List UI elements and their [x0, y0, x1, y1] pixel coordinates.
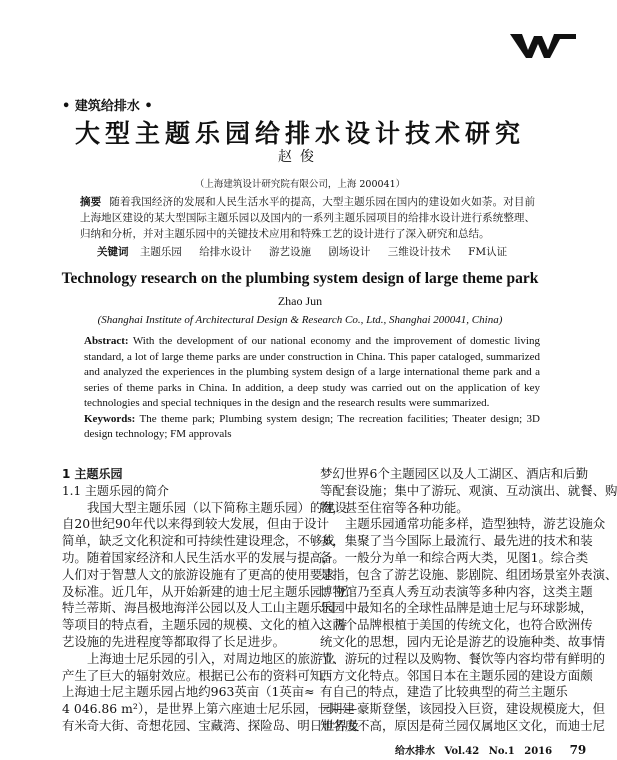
english-affiliation: (Shanghai Institute of Architectural Design & Research Co., Ltd., Shanghai 200041, China)	[97, 314, 503, 326]
text-line: 人们对于智慧人文的旅游设施有了更高的使用要求	[62, 566, 335, 582]
text-line: 是指，包含了游艺设施、影剧院、组团场景室外表演、	[320, 566, 617, 582]
text-line: 有米奇大街、奇想花园、宝藏湾、探险岛、明日世界及	[62, 717, 360, 733]
text-line: 我国大型主题乐园（以下简称主题乐园）的建设	[87, 499, 348, 515]
page-number: 79	[569, 743, 587, 757]
text-line: 园——豪斯登堡，该园投入巨资，建设规模庞大，但	[320, 701, 605, 717]
text-line: 乐园中最知名的全球性品牌是迪士尼与环球影城，	[320, 600, 593, 616]
english-abstract	[66, 334, 540, 443]
text-line: 多，集聚了当今国际上最流行、最先进的技术和装	[320, 533, 593, 549]
body-right-column	[320, 466, 617, 735]
keywords-label: 关键词	[97, 246, 129, 258]
text-line: 上海迪士尼主题乐园占地约963英亩（1英亩≈	[62, 684, 315, 700]
text-line: 等项目的特点看，主题乐园的规模、文化的植入、游	[62, 617, 347, 633]
text-line: 梦幻世界6个主题园区以及人工湖区、酒店和后勤	[320, 466, 589, 481]
body-left-column	[62, 466, 360, 735]
section-heading: 1 主题乐园	[62, 467, 123, 481]
journal-name: 给水排水	[395, 746, 435, 757]
keywords-label: Keywords:	[84, 412, 136, 425]
chinese-abstract-block	[80, 194, 535, 260]
keyword: 剧场设计	[328, 246, 371, 258]
text-line: 备。一般分为单一和综合两大类，见图1。综合类	[320, 549, 589, 565]
keyword: FM认证	[468, 246, 508, 258]
text-line: 节、游玩的过程以及购物、餐饮等内容均带有鲜明的	[320, 650, 605, 666]
text-line: 博物馆乃至真人秀互动表演等多种内容，这类主题	[320, 583, 593, 599]
chinese-affiliation: （上海建筑设计研究院有限公司，上海 200041）	[194, 179, 406, 190]
chinese-keywords	[80, 244, 535, 260]
keyword: 给排水设计	[199, 246, 252, 258]
text-line: 西方文化特点。邻国日本在主题乐园的建设方面颇	[320, 667, 593, 683]
text-line: 等配套设施；集中了游玩、观演、互动演出、就餐、购	[320, 482, 617, 498]
section-tag: • 建筑给排水 •	[62, 99, 153, 114]
text-line: 主题乐园通常功能多样，造型独特，游艺设施众	[345, 516, 606, 532]
text-line: 自20世纪90年代以来得到较大发展，但由于设计	[62, 516, 329, 532]
journal-logo-icon	[508, 30, 578, 60]
issue-number: No.1	[488, 746, 515, 757]
text-line: 产生了巨大的辐射效应。根据已公布的资料可知，	[62, 667, 335, 683]
text-line: 统文化的思想，园内无论是游艺的设施种类、故事情	[320, 633, 605, 649]
text-line: 艺设施的先进程度等都取得了长足进步。	[62, 633, 286, 649]
volume: Vol.42	[444, 746, 480, 757]
keyword: 主题乐园	[139, 246, 182, 258]
text-line: 及标准。近几年，从开始新建的迪士尼主题乐园、亚	[62, 583, 347, 599]
english-author: Zhao Jun	[277, 294, 323, 308]
abstract-text: 随着我国经济的发展和人民生活水平的提高，大型主题乐园在国内的建设如火如荼。对目前上海地区建设的某大型国际主题乐园以及国内的一系列主题乐园项目的给排水设计进行系统整理、归纳和分析，并对主题乐园中的关键技术应用和特殊工艺的设计进行了深入研究和总结。	[80, 196, 536, 240]
text-line: 上海迪士尼乐园的引入，对周边地区的旅游业	[87, 650, 335, 666]
abstract-label: 摘要	[80, 196, 102, 208]
keywords-text: The theme park; Plumbing system design; The recreation facilities; Theater design; 3D design technology; FM approvals	[84, 412, 540, 440]
text-line: 物，甚至住宿等各种功能。	[320, 499, 469, 515]
abstract-text: With the development of our national economy and the improvement of domestic living standard, a lot of large theme parks are under construction in China. This paper cataloged, summarized and analyzed the experiences in the plumbing system design of a large international theme park and a series of theme parks in China. In addition, a deep study was carried out on the application of key technologies and special techniques in the design and the research results were summarized.	[84, 335, 540, 409]
chinese-title: 大型主题乐园给排水设计技术研究	[74, 119, 525, 148]
text-line: 简单，缺乏文化积淀和可持续性建设理念，不够成	[62, 533, 335, 549]
english-title: Technology research on the plumbing system design of large theme park	[61, 270, 539, 287]
text-line: 4 046.86 m²），是世界上第六座迪士尼乐园，一期建	[62, 701, 355, 717]
keyword: 三维设计技术	[387, 246, 451, 258]
abstract-label: Abstract:	[84, 335, 129, 347]
text-line: 特兰蒂斯、海昌极地海洋公园以及人工山主题乐园	[62, 600, 335, 616]
chinese-abstract	[80, 194, 535, 242]
chinese-author: 赵俊	[278, 149, 322, 165]
year: 2016	[524, 746, 553, 757]
text-line: 功。随着国家经济和人民生活水平的发展与提高，	[62, 549, 335, 565]
text-line: 知名度不高，原因是荷兰园仅属地区文化，而迪士尼	[320, 717, 605, 733]
text-line: 有自己的特点，建造了比较典型的荷兰主题乐	[320, 684, 568, 700]
keyword: 游艺设施	[269, 246, 312, 258]
subsection-heading: 1.1 主题乐园的简介	[62, 483, 169, 498]
page-footer	[395, 743, 586, 759]
text-line: 这两个品牌根植于美国的传统文化，也符合欧洲传	[320, 617, 593, 633]
